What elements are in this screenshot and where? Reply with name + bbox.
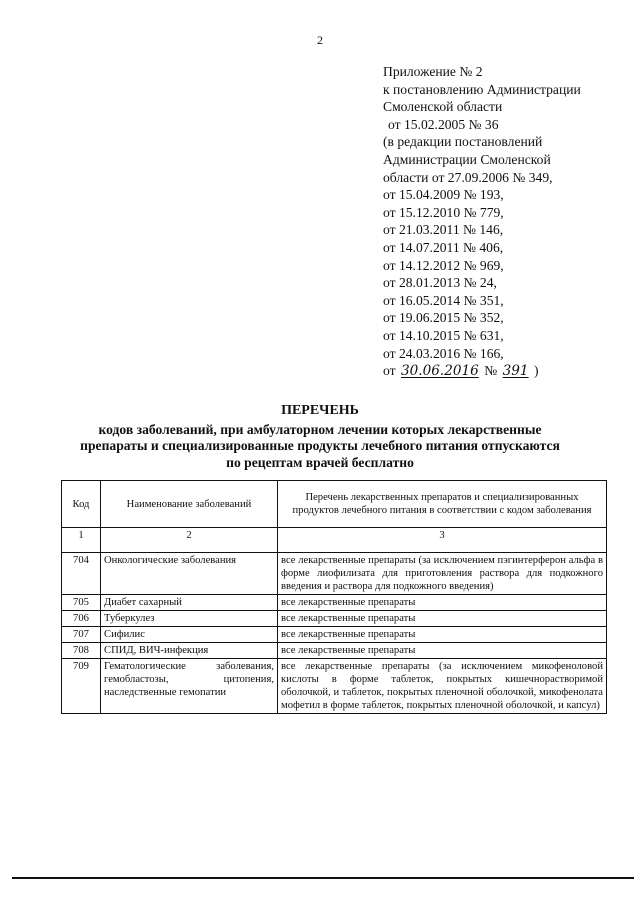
appendix-last-line [383, 362, 633, 381]
column-number: 2 [101, 528, 278, 553]
table-row [62, 595, 607, 611]
handwritten-number: 391 [502, 363, 529, 380]
table-row [62, 627, 607, 643]
column-number-row [62, 528, 607, 553]
appendix-line: от 19.06.2015 № 352, [383, 310, 504, 326]
row-drugs: все лекарственные препараты (за исключением микофеноловой кислоты в форме таблеток, покрытых кишечнорастворимой оболочкой, и таблеток, покрытых пленочной оболочкой, микофенолата мофетил в форме таблеток, покрытых пленочной оболочкой, и капсул) [278, 659, 607, 714]
last-line-prefix: от [383, 363, 396, 379]
header-name: Наименование заболеваний [101, 481, 278, 528]
appendix-line: от 15.04.2009 № 193, [383, 187, 504, 203]
appendix-line: Администрации Смоленской [383, 151, 551, 167]
disease-codes-table [61, 480, 607, 714]
appendix-line: от 21.03.2011 № 146, [383, 222, 504, 238]
appendix-block [383, 63, 633, 381]
appendix-line: от 16.05.2014 № 351, [383, 292, 504, 308]
number-sign: № [484, 363, 498, 379]
appendix-line: от 15.12.2010 № 779, [383, 204, 504, 220]
row-drugs: все лекарственные препараты [278, 611, 607, 627]
table-row [62, 643, 607, 659]
row-name: Сифилис [101, 627, 278, 643]
table-header-row [62, 481, 607, 528]
row-drugs: все лекарственные препараты [278, 595, 607, 611]
header-code: Код [62, 481, 101, 528]
subtitle-line: препараты и специализированные продукты лечебного питания отпускаются [80, 438, 560, 453]
appendix-line: Смоленской области [383, 99, 503, 115]
appendix-line: Приложение № 2 [383, 64, 483, 79]
bottom-rule [12, 877, 634, 879]
appendix-line: от 24.03.2016 № 166, [383, 345, 504, 361]
page-number: 2 [317, 33, 323, 47]
appendix-line: от 28.01.2013 № 24, [383, 275, 497, 291]
row-drugs: все лекарственные препараты [278, 643, 607, 659]
appendix-line: к постановлению Администрации [383, 81, 581, 97]
row-code: 706 [62, 611, 101, 627]
handwritten-date: 30.06.2016 [400, 363, 479, 380]
row-code: 704 [62, 553, 101, 595]
appendix-line: от 15.02.2005 № 36 [388, 116, 499, 132]
document-title [40, 403, 600, 471]
closing-paren: ) [533, 363, 539, 379]
row-name: СПИД, ВИЧ-инфекция [101, 643, 278, 659]
appendix-line: от 14.12.2012 № 969, [383, 257, 504, 273]
table-row [62, 659, 607, 714]
row-code: 707 [62, 627, 101, 643]
table-row [62, 553, 607, 595]
appendix-line: области от 27.09.2006 № 349, [383, 169, 553, 185]
subtitle-line: по рецептам врачей бесплатно [226, 454, 414, 470]
column-number: 1 [62, 528, 101, 553]
row-name: Диабет сахарный [101, 595, 278, 611]
row-code: 708 [62, 643, 101, 659]
appendix-line: от 14.07.2011 № 406, [383, 239, 504, 255]
appendix-line: (в редакции постановлений [383, 134, 543, 150]
row-drugs: все лекарственные препараты (за исключением пэгинтерферон альфа в форме лиофилизата для приготовления раствора для подкожного введения и раствора для подкожного введения) [278, 553, 607, 595]
row-code: 705 [62, 595, 101, 611]
appendix-line: от 14.10.2015 № 631, [383, 327, 504, 343]
column-number: 3 [278, 528, 607, 553]
table-row [62, 611, 607, 627]
row-name: Гематологические заболевания, гемобластозы, цитопения, наследственные гемопатии [101, 659, 278, 714]
row-name: Туберкулез [101, 611, 278, 627]
row-name: Онкологические заболевания [101, 553, 278, 595]
title-heading: ПЕРЕЧЕНЬ [281, 403, 359, 418]
header-drugs: Перечень лекарственных препаратов и специализированных продуктов лечебного питания в соответствии с кодом заболевания [278, 481, 607, 528]
row-code: 709 [62, 659, 101, 714]
subtitle-line: кодов заболеваний, при амбулаторном лечении которых лекарственные [98, 421, 542, 437]
row-drugs: все лекарственные препараты [278, 627, 607, 643]
